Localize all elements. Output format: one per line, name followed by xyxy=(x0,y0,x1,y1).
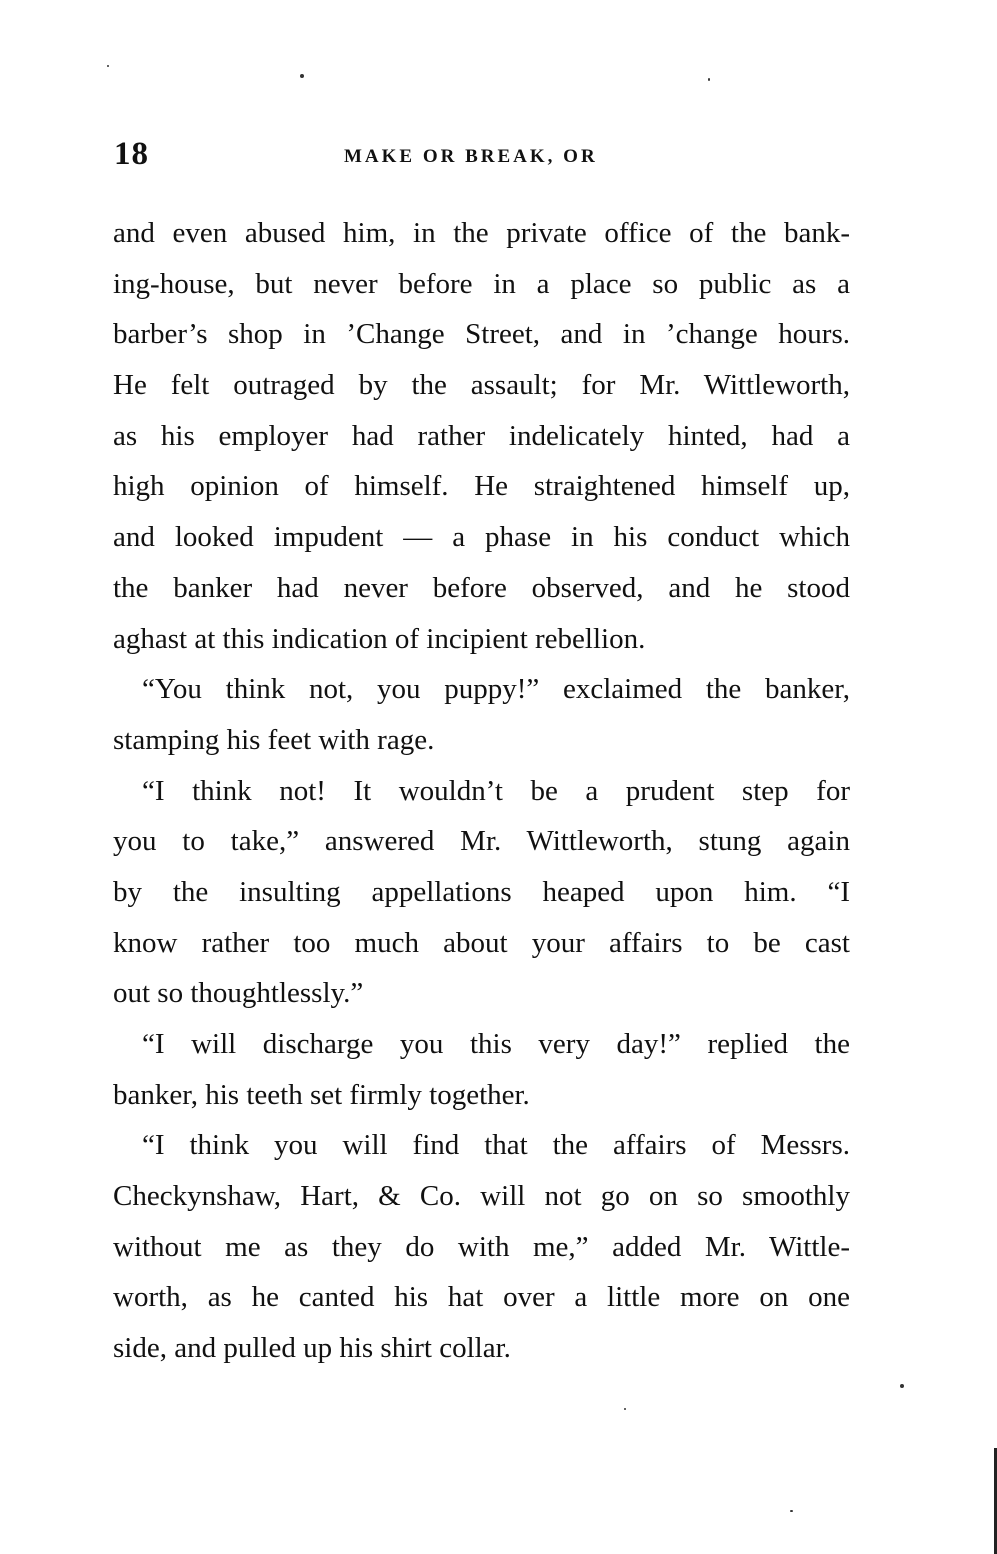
text-line: the banker had never before observed, and he stood xyxy=(113,571,850,604)
scan-speck xyxy=(900,1384,904,1388)
text-line: “I think not! It wouldn’t be a prudent step for xyxy=(142,774,850,807)
text-line: and looked impudent — a phase in his conduct which xyxy=(113,521,850,554)
text-line: side, and pulled up his shirt collar. xyxy=(113,1332,511,1365)
running-title: MAKE OR BREAK, OR xyxy=(344,146,598,167)
text-line: without me as they do with me,” added Mr. Wittle- xyxy=(113,1230,850,1263)
running-head xyxy=(112,136,852,180)
scan-speck xyxy=(790,1510,793,1512)
text-line: “I think you will find that the affairs of Messrs. xyxy=(142,1129,850,1162)
text-line: “I will discharge you this very day!” replied the xyxy=(142,1028,850,1060)
scan-speck xyxy=(300,74,304,78)
text-line: barber’s shop in ’Change Street, and in ’change hours. xyxy=(113,318,850,351)
page-number: 18 xyxy=(114,136,149,172)
scan-speck xyxy=(708,78,710,81)
text-line: worth, as he canted his hat over a little more on one xyxy=(113,1281,850,1314)
scan-speck xyxy=(107,65,109,67)
text-line: He felt outraged by the assault; for Mr. Wittleworth, xyxy=(113,369,850,402)
text-line: as his employer had rather indelicately hinted, had a xyxy=(113,419,850,452)
text-line: stamping his feet with rage. xyxy=(113,723,435,756)
text-line: high opinion of himself. He straightened himself up, xyxy=(113,470,850,503)
text-line: “You think not, you puppy!” exclaimed the banker, xyxy=(142,673,850,706)
text-line: you to take,” answered Mr. Wittleworth, stung again xyxy=(113,825,850,858)
text-line: ing-house, but never before in a place so public as a xyxy=(113,267,850,300)
text-line: aghast at this indication of incipient rebellion. xyxy=(113,622,646,655)
text-line: Checkynshaw, Hart, & Co. will not go on so smoothly xyxy=(113,1180,850,1213)
text-line: out so thoughtlessly.” xyxy=(113,977,364,1010)
scan-speck xyxy=(624,1408,626,1410)
body-text xyxy=(113,208,850,1374)
text-line: and even abused him, in the private office of the bank- xyxy=(113,217,850,249)
text-line: banker, his teeth set firmly together. xyxy=(113,1078,530,1111)
text-line: by the insulting appellations heaped upon him. “I xyxy=(113,875,850,908)
text-line: know rather too much about your affairs to be cast xyxy=(113,926,850,959)
